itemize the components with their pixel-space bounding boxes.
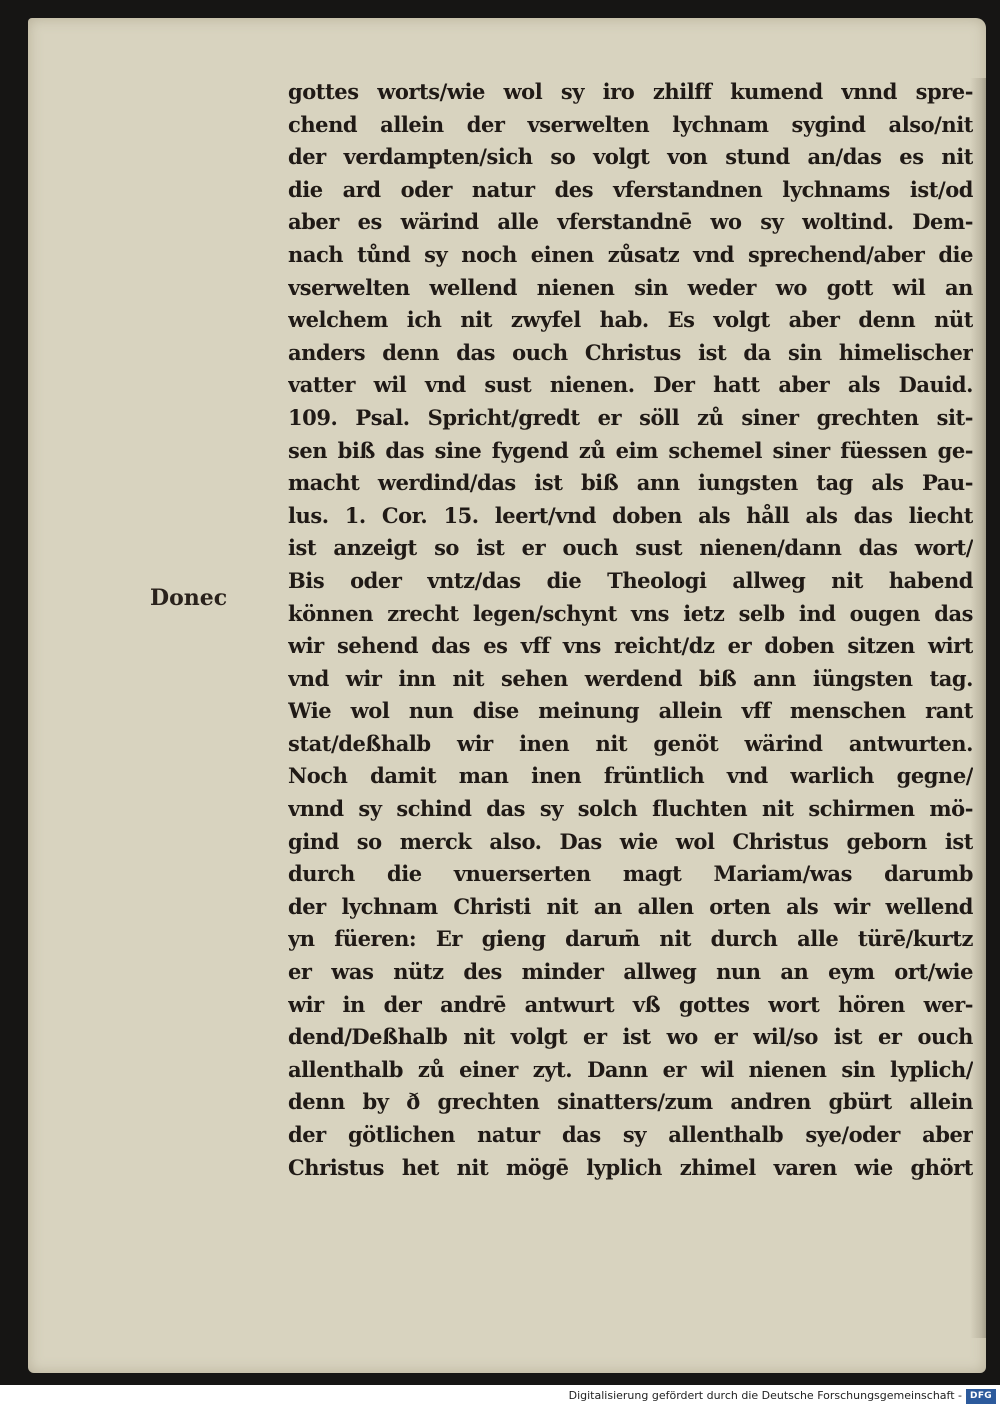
text-line: können zrecht legen/schynt vns ietz selb ind ougen das	[288, 600, 973, 626]
text-line: macht werdind/das ist biß ann iungsten tag als Pau-	[288, 470, 973, 496]
text-line: welchem ich nit zwyfel hab. Es volgt aber denn nüt	[288, 307, 973, 333]
footer-bar	[0, 1385, 1000, 1408]
text-line: der lychnam Christi nit an allen orten als wir wellend	[288, 893, 973, 919]
text-line: Noch damit man inen früntlich vnd warlich gegne/	[288, 763, 973, 789]
text-line: stat/deßhalb wir inen nit genöt wärind antwurten.	[288, 730, 973, 756]
text-line: er was nütz des minder allweg nun an eym ort/wie	[288, 959, 973, 985]
text-line: vserwelten wellend nienen sin weder wo gott wil an	[288, 274, 973, 300]
text-line: gind so merck also. Das wie wol Christus geborn ist	[288, 828, 973, 854]
body-text	[288, 76, 978, 1184]
text-line: durch die vnuerserten magt Mariam/was darumb	[288, 861, 973, 887]
text-line: vatter wil vnd sust nienen. Der hatt aber als Dauid.	[288, 372, 973, 398]
text-line: der götlichen natur das sy allenthalb sye/oder aber	[288, 1122, 973, 1147]
text-line: Bis oder vntz/das die Theologi allweg nit habend	[288, 567, 973, 593]
dfg-logo[interactable]: DFG	[966, 1389, 996, 1404]
text-line: chend allein der vserwelten lychnam sygind also/nit	[288, 111, 973, 137]
marginal-note: Donec	[150, 585, 228, 611]
text-line: der verdampten/sich so volgt von stund an/das es nit	[288, 144, 973, 170]
text-line: vnd wir inn nit sehen werdend biß ann iüngsten tag.	[288, 665, 973, 691]
text-line: Wie wol nun dise meinung allein vff menschen rant	[288, 698, 973, 724]
text-line: 109. Psal. Spricht/gredt er söll zů siner grechten sit-	[288, 404, 973, 430]
text-line: vnnd sy schind das sy solch fluchten nit schirmen mö-	[288, 796, 973, 822]
text-line: wir in der andrē antwurt vß gottes wort hören wer-	[288, 991, 973, 1017]
text-line: sen biß das sine fygend zů eim schemel siner füessen ge-	[288, 437, 973, 463]
text-line: denn by ð grechten sinatters/zum andren gbürt allein	[288, 1089, 973, 1115]
text-line: aber es wärind alle vferstandnē wo sy woltind. Dem-	[288, 209, 973, 235]
funding-credit: Digitalisierung gefördert durch die Deutsche Forschungsgemeinschaft -	[568, 1389, 962, 1402]
text-line: lus. 1. Cor. 15. leert/vnd doben als håll als das liecht	[288, 502, 973, 528]
text-line: gottes worts/wie wol sy iro zhilff kumend vnnd spre-	[288, 79, 973, 104]
text-line: Christus het nit mögē lyplich zhimel varen wie ghört	[288, 1154, 973, 1180]
text-line: wir sehend das es vff vns reicht/dz er doben sitzen wirt	[288, 633, 973, 659]
text-line: ist anzeigt so ist er ouch sust nienen/dann das wort/	[288, 535, 973, 561]
text-line: anders denn das ouch Christus ist da sin himelischer	[288, 339, 973, 365]
text-line: dend/Deßhalb nit volgt er ist wo er wil/so ist er ouch	[288, 1024, 973, 1050]
text-line: nach tůnd sy noch einen zůsatz vnd sprechend/aber die	[288, 241, 973, 267]
text-line: allenthalb zů einer zyt. Dann er wil nienen sin lyplich/	[288, 1056, 973, 1082]
text-line: yn füeren: Er gieng darum̄ nit durch alle türē/kurtz	[288, 926, 973, 952]
text-line: die ard oder natur des vferstandnen lychnams ist/od	[288, 176, 973, 202]
